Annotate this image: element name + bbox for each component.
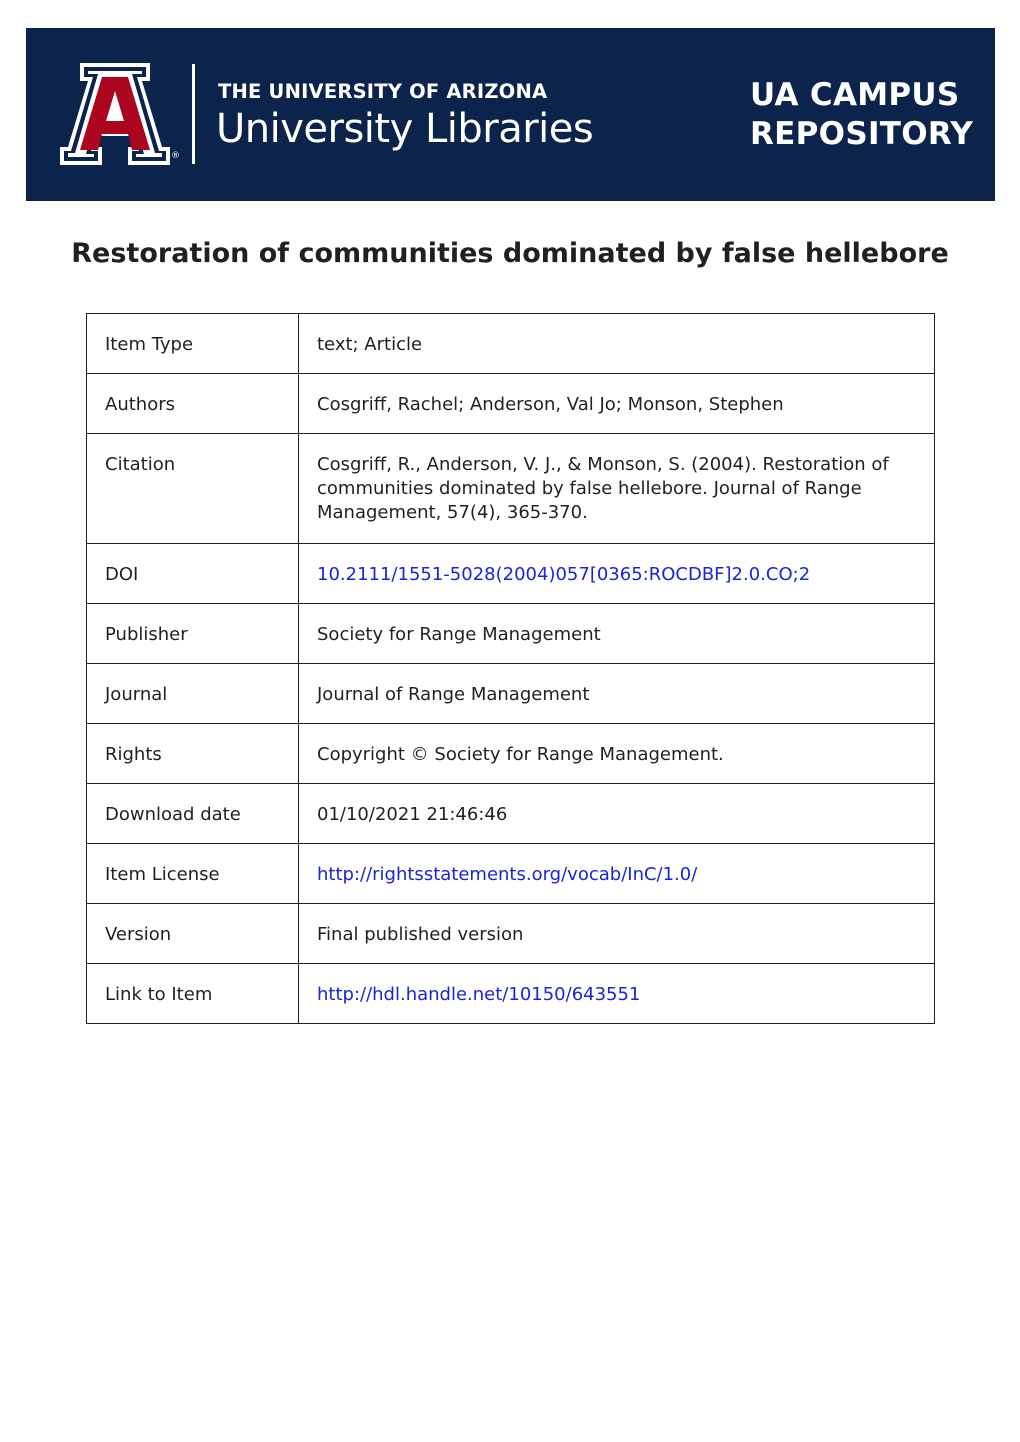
metadata-label: Authors [87, 374, 299, 434]
repository-line-2: REPOSITORY [750, 116, 974, 152]
metadata-label: Link to Item [87, 964, 299, 1024]
libraries-name: University Libraries [216, 106, 594, 152]
metadata-value-cell [299, 664, 935, 724]
header-banner [26, 28, 995, 201]
metadata-value-cell [299, 724, 935, 784]
metadata-table [86, 313, 935, 1024]
metadata-value: Journal of Range Management [317, 684, 590, 705]
metadata-row [87, 724, 935, 784]
metadata-value-cell [299, 434, 935, 544]
repository-line-1: UA CAMPUS [750, 77, 960, 113]
university-name: THE UNIVERSITY OF ARIZONA [218, 80, 548, 103]
metadata-value: Cosgriff, Rachel; Anderson, Val Jo; Monson, Stephen [317, 394, 784, 415]
metadata-label: Journal [87, 664, 299, 724]
metadata-row [87, 434, 935, 544]
metadata-row [87, 374, 935, 434]
metadata-value: Final published version [317, 924, 524, 945]
metadata-link[interactable]: 10.2111/1551-5028(2004)057[0365:ROCDBF]2.0.CO;2 [317, 564, 811, 585]
metadata-value-cell [299, 374, 935, 434]
metadata-value: text; Article [317, 334, 423, 355]
metadata-row [87, 844, 935, 904]
metadata-link[interactable]: http://hdl.handle.net/10150/643551 [317, 984, 641, 1005]
metadata-label: Publisher [87, 604, 299, 664]
metadata-link[interactable]: http://rightsstatements.org/vocab/InC/1.0/ [317, 864, 698, 885]
metadata-value-cell [299, 604, 935, 664]
metadata-value-cell [299, 784, 935, 844]
banner-divider [192, 64, 195, 164]
metadata-value: Society for Range Management [317, 624, 601, 645]
metadata-value-cell [299, 964, 935, 1024]
metadata-value: 01/10/2021 21:46:46 [317, 804, 508, 825]
metadata-row [87, 544, 935, 604]
metadata-label: Item License [87, 844, 299, 904]
metadata-label: Item Type [87, 314, 299, 374]
metadata-value-cell [299, 904, 935, 964]
metadata-label: Rights [87, 724, 299, 784]
metadata-value: Cosgriff, R., Anderson, V. J., & Monson, S. (2004). Restoration of communities dominated by false hellebore. Journal of Range Management, 57(4), 365-370. [317, 454, 889, 523]
metadata-label: Citation [87, 434, 299, 544]
metadata-row [87, 904, 935, 964]
metadata-row [87, 314, 935, 374]
metadata-table-body [87, 314, 935, 1024]
repository-name [750, 76, 973, 154]
document-title: Restoration of communities dominated by false hellebore [71, 238, 949, 269]
metadata-label: Version [87, 904, 299, 964]
university-of-arizona-logo-icon [60, 63, 170, 165]
metadata-row [87, 604, 935, 664]
metadata-row [87, 664, 935, 724]
metadata-value: Copyright © Society for Range Management. [317, 744, 724, 765]
metadata-label: Download date [87, 784, 299, 844]
registered-trademark: ® [171, 151, 180, 161]
metadata-row [87, 784, 935, 844]
metadata-value-cell [299, 314, 935, 374]
metadata-row [87, 964, 935, 1024]
metadata-value-cell [299, 544, 935, 604]
metadata-label: DOI [87, 544, 299, 604]
metadata-value-cell [299, 844, 935, 904]
